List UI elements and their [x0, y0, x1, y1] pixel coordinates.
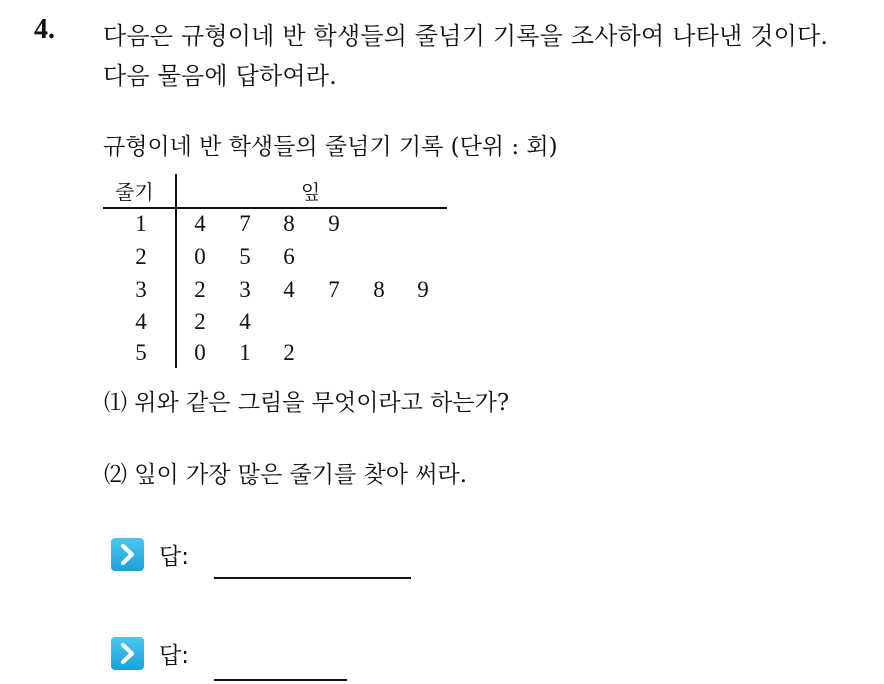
leaf-value: 8 — [283, 211, 295, 236]
stem-leaf-row — [103, 209, 447, 241]
leaf-value: 0 — [194, 244, 206, 269]
question-text-line-1: 다음은 규형이네 반 학생들의 줄넘기 기록을 조사하여 나타낸 것이다. — [103, 22, 829, 50]
leaf-value: 9 — [328, 211, 340, 236]
stem-value: 4 — [135, 309, 147, 334]
answer-blank[interactable] — [214, 679, 347, 681]
stem-value: 3 — [135, 277, 147, 302]
leaf-value: 4 — [239, 309, 251, 334]
stem-value: 1 — [135, 211, 147, 236]
leaf-value: 5 — [239, 244, 251, 269]
stem-value: 5 — [135, 340, 147, 365]
leaf-value: 4 — [194, 211, 206, 236]
stem-leaf-plot — [103, 172, 447, 368]
stem-value: 2 — [135, 244, 147, 269]
leaf-value: 2 — [194, 309, 206, 334]
leaf-value: 0 — [194, 340, 206, 365]
stem-leaf-row — [103, 275, 447, 307]
subquestion-2: ⑵ 잎이 가장 많은 줄기를 찾아 써라. — [104, 462, 468, 488]
stem-leaf-title: 규형이네 반 학생들의 줄넘기 기록 (단위 : 회) — [103, 134, 558, 160]
leaf-value: 8 — [373, 277, 385, 302]
answer-label: 답: — [159, 643, 189, 669]
leaf-value: 7 — [239, 211, 251, 236]
chevron-right-icon — [111, 637, 144, 670]
subquestion-1: ⑴ 위와 같은 그림을 무엇이라고 하는가? — [104, 390, 510, 416]
answer-label: 답: — [159, 544, 189, 570]
leaf-value: 7 — [328, 277, 340, 302]
leaf-value: 2 — [194, 277, 206, 302]
answer-blank[interactable] — [214, 577, 411, 579]
question-number: 4. — [34, 14, 55, 45]
stem-leaf-row — [103, 242, 447, 274]
leaf-header: 잎 — [301, 180, 321, 204]
leaf-value: 6 — [283, 244, 295, 269]
chevron-right-icon — [111, 538, 144, 571]
leaf-value: 1 — [239, 340, 251, 365]
leaf-value: 9 — [417, 277, 429, 302]
leaf-value: 4 — [283, 277, 295, 302]
stem-header: 줄기 — [115, 180, 154, 204]
leaf-value: 2 — [283, 340, 295, 365]
leaf-value: 3 — [239, 277, 251, 302]
stem-leaf-row — [103, 307, 447, 339]
question-text-line-2: 다음 물음에 답하여라. — [103, 62, 337, 90]
stem-leaf-row — [103, 338, 447, 370]
